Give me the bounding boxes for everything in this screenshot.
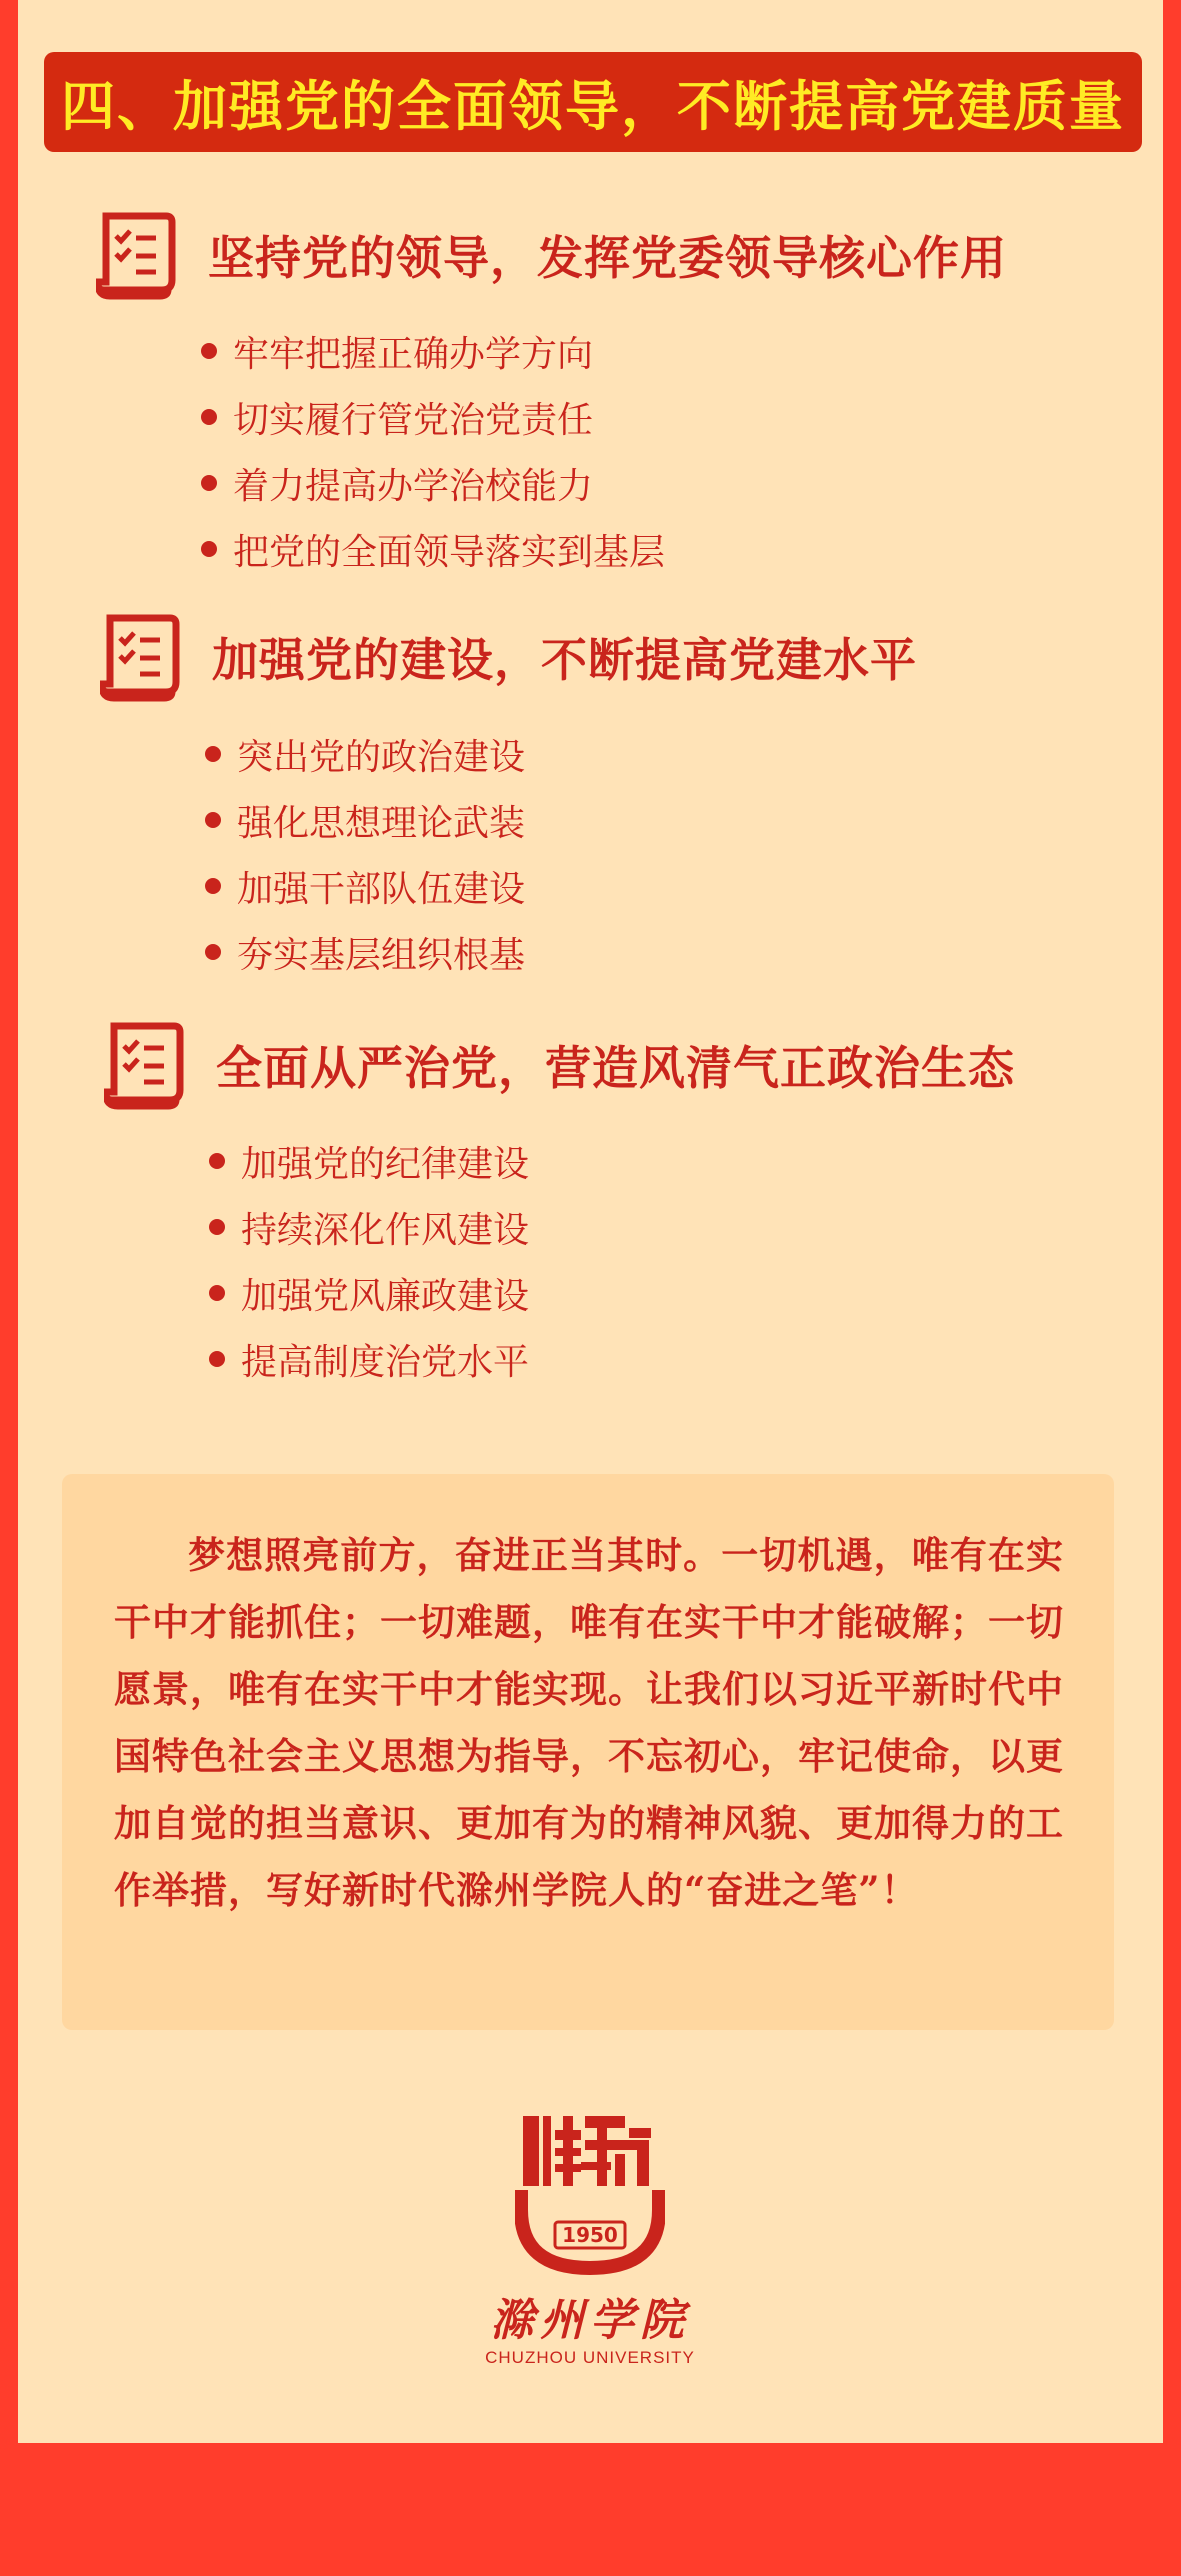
list-item: 强化思想理论武装 (205, 787, 525, 853)
logo-name-en: CHUZHOU UNIVERSITY (485, 2348, 695, 2367)
list-item: 夯实基层组织根基 (205, 919, 525, 985)
logo-name-cn: 滁州学院 (490, 2295, 690, 2346)
list-item: 提高制度治党水平 (209, 1326, 529, 1392)
list-item: 切实履行管党治党责任 (201, 384, 665, 450)
section-heading-3 (104, 1020, 1015, 1110)
bullet-dot (201, 475, 217, 491)
closing-paragraph: 梦想照亮前方，奋进正当其时。一切机遇，唯有在实干中才能抓住；一切难题，唯有在实干中才能破解；一切愿景，唯有在实干中才能实现。让我们以习近平新时代中国特色社会主义思想为指导，不忘初心，牢记使命，以更加自觉的担当意识、更加有为的精神风貌、更加得力的工作举措，写好新时代滁州学院人的“奋进之笔”！ (114, 1533, 1064, 1912)
bullet-list-1 (201, 318, 665, 582)
list-item: 持续深化作风建设 (209, 1194, 529, 1260)
page-title: 四、加强党的全面领导，不断提高党建质量 (61, 73, 1125, 138)
list-item: 加强党的纪律建设 (209, 1128, 529, 1194)
document-checklist-icon (100, 612, 182, 702)
bullet-dot (209, 1351, 225, 1367)
chuzhou-emblem-icon (515, 2110, 665, 2278)
bottom-band (0, 2443, 1181, 2576)
bullet-dot (205, 878, 221, 894)
section-heading-text: 加强党的建设，不断提高党建水平 (212, 633, 917, 687)
bullet-dot (205, 812, 221, 828)
section-heading-2 (100, 612, 917, 702)
bullet-dot (209, 1219, 225, 1235)
section-heading-text: 全面从严治党，营造风清气正政治生态 (216, 1041, 1015, 1095)
list-item: 着力提高办学治校能力 (201, 450, 665, 516)
list-item: 加强党风廉政建设 (209, 1260, 529, 1326)
list-item: 牢牢把握正确办学方向 (201, 318, 665, 384)
document-checklist-icon (96, 210, 178, 300)
bullet-list-2 (205, 721, 525, 985)
bullet-dot (201, 541, 217, 557)
university-logo (470, 2110, 710, 2370)
bullet-list-3 (209, 1128, 529, 1392)
bullet-dot (205, 746, 221, 762)
closing-quote-box (62, 1474, 1114, 2030)
logo-year: 1950 (562, 2223, 618, 2247)
list-item: 加强干部队伍建设 (205, 853, 525, 919)
bullet-dot (209, 1153, 225, 1169)
bullet-dot (209, 1285, 225, 1301)
section-title-banner (44, 52, 1142, 152)
section-heading-text: 坚持党的领导，发挥党委领导核心作用 (208, 231, 1007, 285)
section-heading-1 (96, 210, 1007, 300)
list-item: 突出党的政治建设 (205, 721, 525, 787)
bullet-dot (205, 944, 221, 960)
document-checklist-icon (104, 1020, 186, 1110)
bullet-dot (201, 343, 217, 359)
bullet-dot (201, 409, 217, 425)
list-item: 把党的全面领导落实到基层 (201, 516, 665, 582)
